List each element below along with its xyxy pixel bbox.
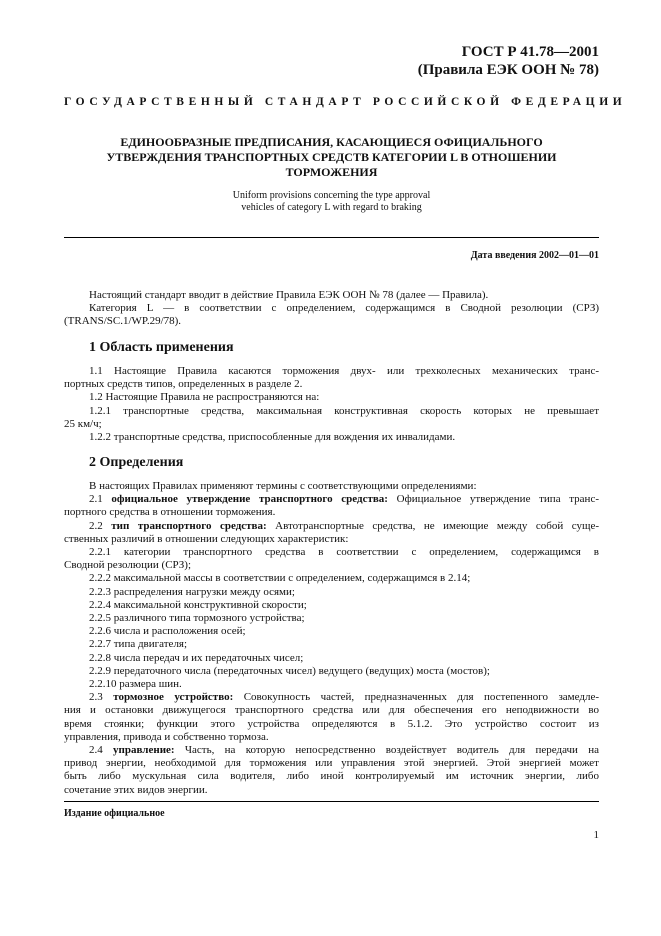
definition-2-1-cont: портного средства в отношении торможения. xyxy=(64,506,276,519)
clause-1-1-cont: портных средств типов, определенных в разделе 2. xyxy=(64,378,303,391)
definition-2-2-5: 2.2.5 различного типа тормозного устройства; xyxy=(89,612,305,625)
section-1-body xyxy=(64,365,599,444)
clause-1-2-1-cont: 25 км/ч; xyxy=(64,417,102,430)
intro-paragraph-2-cont: (TRANS/SC.1/WP.29/78). xyxy=(64,315,182,328)
definition-2-4-cont-2: быть либо мускульная сила водителя, либо иной контролируемый им источник энергии, либо xyxy=(64,770,599,783)
page-number: 1 xyxy=(593,829,599,841)
section-2-heading: 2 Определения xyxy=(89,455,184,470)
rule-reference: (Правила ЕЭК ООН № 78) xyxy=(417,62,599,78)
title-line: ТОРМОЖЕНИЯ xyxy=(285,165,378,179)
section-1-heading: 1 Область применения xyxy=(89,340,234,355)
term: тип транспортного средства: xyxy=(111,519,267,532)
definition-2-2-8: 2.2.8 числа передач и их передаточных чисел; xyxy=(89,651,304,664)
definition-2-2-cont: ственных различий в отношении следующих характеристик: xyxy=(64,532,349,545)
definition-2-2-9: 2.2.9 передаточного числа (передаточных чисел) ведущего (ведущих) моста (мостов); xyxy=(89,664,490,677)
definition-2-2: 2.2 тип транспортного средства: Автотранспортные средства, не имеющие между собой суще- xyxy=(89,519,600,532)
clause-1-2-2: 1.2.2 транспортные средства, приспособленные для вождения их инвалидами. xyxy=(89,431,456,444)
intro-block xyxy=(64,289,599,329)
title-line: ЕДИНООБРАЗНЫЕ ПРЕДПИСАНИЯ, КАСАЮЩИЕСЯ ОФИЦИАЛЬНОГО xyxy=(120,135,543,149)
organization-title: ГОСУДАРСТВЕННЫЙ СТАНДАРТ РОССИЙСКОЙ ФЕДЕРАЦИИ xyxy=(64,96,627,108)
definition-2-3-cont-3: управления, привода и собственно тормоза. xyxy=(64,730,269,743)
intro-paragraph-1: Настоящий стандарт вводит в действие Правила ЕЭК ООН № 78 (далее — Правила). xyxy=(89,289,489,301)
definition-2-2-3: 2.2.3 распределения нагрузки между осями; xyxy=(89,585,295,598)
definition-2-4-cont-3: сочетание этих видов энергии. xyxy=(64,783,208,796)
subtitle-line: Uniform provisions concerning the type approval xyxy=(232,190,431,201)
intro-date: Дата введения 2002—01—01 xyxy=(470,250,599,261)
term: официальное утверждение транспортного средства: xyxy=(111,493,388,506)
definition-2-2-1: 2.2.1 категории транспортного средства в соответствии с определением, содержащимся в xyxy=(89,546,599,559)
definition-2-2-2: 2.2.2 максимальной массы в соответствии с определением, содержащимся в 2.14; xyxy=(89,572,471,585)
clause-1-2: 1.2 Настоящие Правила не распространяются на: xyxy=(89,391,320,404)
definition-2-1: 2.1 официальное утверждение транспортного средства: Официальное утверждение типа транс- xyxy=(89,493,599,506)
standard-number: ГОСТ Р 41.78—2001 xyxy=(461,44,599,60)
title-line: УТВЕРЖДЕНИЯ ТРАНСПОРТНЫХ СРЕДСТВ КАТЕГОРИИ L В ОТНОШЕНИИ xyxy=(106,150,557,164)
footer-divider xyxy=(64,801,599,802)
document-title xyxy=(64,135,599,180)
section-2-body xyxy=(64,480,600,797)
clause-1-2-1: 1.2.1 транспортные средства, максимальная конструктивная скорость которых не превышает xyxy=(89,404,599,417)
definition-2-3-cont-1: ния и остановки движущегося транспортного средства или для обеспечения его неподвижности во xyxy=(64,704,599,717)
intro-paragraph-2: Категория L — в соответствии с определением, содержащимся в Сводной резолюции (СРЗ) xyxy=(89,302,599,315)
section-2-intro: В настоящих Правилах применяют термины с соответствующими определениями: xyxy=(89,480,477,492)
definition-2-4-cont-1: привод энергии, необходимой для торможения или управления этой энергией. Этой энергией может xyxy=(64,757,599,770)
definition-2-2-4: 2.2.4 максимальной конструктивной скорости; xyxy=(89,598,307,611)
clause-1-1: 1.1 Настоящие Правила касаются торможения двух- или трехколесных механических транс- xyxy=(89,365,599,377)
definition-2-3: 2.3 тормозное устройство: Совокупность частей, предназначенных для постепенного замедле- xyxy=(89,691,599,704)
definition-2-2-1-cont: Сводной резолюции (СРЗ); xyxy=(64,559,192,572)
definition-2-4: 2.4 управление: Часть, на которую непосредственно воздействует водитель для передачи на xyxy=(89,744,600,757)
definition-2-2-10: 2.2.10 размера шин. xyxy=(89,678,182,691)
official-edition-label: Издание официальное xyxy=(64,808,165,819)
definition-2-3-cont-2: время стоянки; функции этого устройства определяются в 5.1.2. Это устройство состоит из xyxy=(64,717,599,730)
definition-2-2-7: 2.2.7 типа двигателя; xyxy=(89,638,188,651)
english-subtitle xyxy=(64,190,599,214)
header-divider xyxy=(64,237,599,238)
definition-2-2-6: 2.2.6 числа и расположения осей; xyxy=(89,625,246,638)
term: управление: xyxy=(113,744,175,757)
subtitle-line: vehicles of category L with regard to braking xyxy=(241,202,422,213)
term: тормозное устройство: xyxy=(113,691,234,704)
